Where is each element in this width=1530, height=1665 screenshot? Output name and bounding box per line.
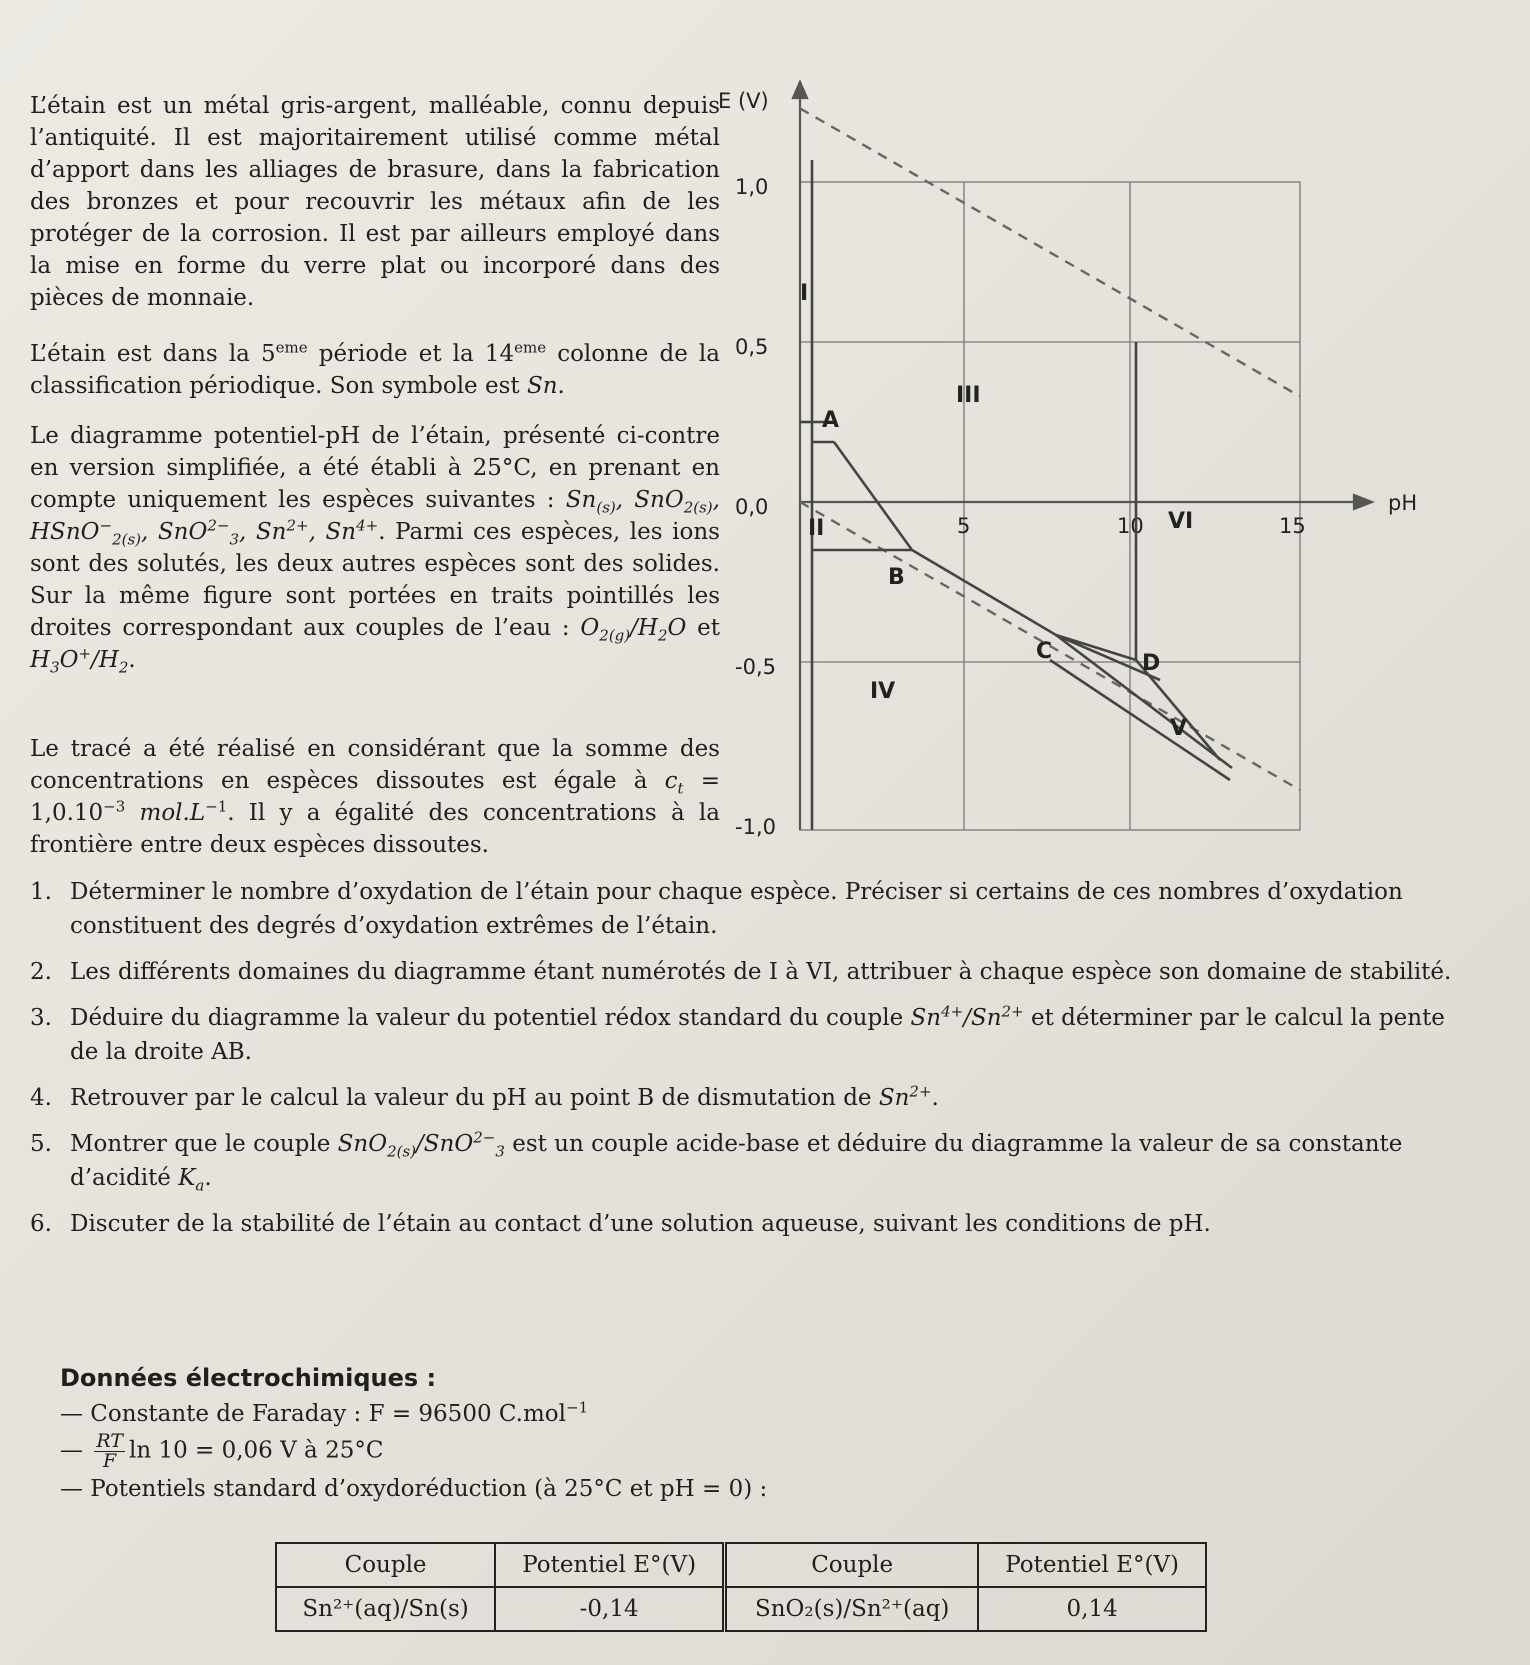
tin-frontiers xyxy=(800,160,1232,830)
question-1: 1. Déterminer le nombre d’oxydation de l’étain pour chaque espèce. Préciser si certains de ces nombres d’oxydation constituent des degrés d’oxydation extrêmes de l’étain. xyxy=(30,879,1403,939)
domain-label-iii: III xyxy=(956,383,981,408)
question-5: 5. Montrer que le couple SnO$_{2(s)}$/SnO$^{2-}_3$ est un couple acide-base et déduire du diagramme la valeur de sa constante d’acidité $K_a$. xyxy=(30,1128,1403,1195)
table-header-row xyxy=(276,1543,1206,1587)
domain-label-i: I xyxy=(800,281,809,306)
point-label-a: A xyxy=(822,408,840,433)
x-tick-10: 10 xyxy=(1117,514,1144,538)
y-tick-0.5: 0,5 xyxy=(735,335,769,359)
x-axis-arrow xyxy=(1354,495,1372,509)
frontier-ab xyxy=(834,442,912,550)
standard-potentials-intro: — Potentiels standard d’oxydoréduction (à 25°C et pH = 0) : xyxy=(60,1476,768,1502)
table-cell: SnO₂(s)/Sn²⁺(aq) xyxy=(725,1587,979,1631)
x-tick-5: 5 xyxy=(957,514,971,538)
point-label-b: B xyxy=(888,565,905,590)
y-tick-0.0: 0,0 xyxy=(735,495,769,519)
standard-potentials-table xyxy=(275,1542,1207,1632)
potential-ph-diagram xyxy=(718,80,1460,860)
table-cell: Sn²⁺(aq)/Sn(s) xyxy=(276,1587,495,1631)
point-label-c: C xyxy=(1036,639,1053,664)
point-label-d: D xyxy=(1142,651,1161,676)
y-tick-1.0: 1,0 xyxy=(735,175,769,199)
table-cell: -0,14 xyxy=(495,1587,725,1631)
diagram-grid xyxy=(800,182,1300,830)
intro-paragraph-1: L’étain est un métal gris-argent, malléable, connu depuis l’antiquité. Il est majoritairement utilisé comme métal d’apport dans les alliages de brasure, dans la fabrication des bronzes et pour recouvrir les métaux afin de les protéger de la corrosion. Il est par ailleurs employé dans la mise en forme du verre plat ou incorporé dans des pièces de monnaie. xyxy=(30,93,720,311)
x-tick-15: 15 xyxy=(1279,514,1306,538)
question-4: 4. Retrouver par le calcul la valeur du pH au point B de dismutation de $Sn^{2+}$. xyxy=(30,1082,939,1111)
table-row xyxy=(276,1587,1206,1631)
question-3: 3. Déduire du diagramme la valeur du potentiel rédox standard du couple $Sn^{4+}/Sn^{2+}$ et déterminer par le calcul la pente de la droite AB. xyxy=(30,1002,1445,1065)
o2-h2o-dashed-line xyxy=(800,108,1300,396)
intro-paragraph-2: L’étain est dans la 5eme période et la 14eme colonne de la classification périodique. Son symbole est Sn. xyxy=(30,338,720,399)
faraday-constant: — Constante de Faraday : F = 96500 C.mol$^{-1}$ xyxy=(60,1398,589,1427)
question-6: 6. Discuter de la stabilité de l’étain au contact d’une solution aqueuse, suivant les conditions de pH. xyxy=(30,1211,1211,1237)
domain-label-vi: VI xyxy=(1168,509,1194,534)
question-2: 2. Les différents domaines du diagramme étant numérotés de I à VI, attribuer à chaque espèce son domaine de stabilité. xyxy=(30,959,1452,985)
table-header-cell: Couple xyxy=(276,1543,495,1587)
y-tick-minus-0.5: -0,5 xyxy=(735,655,776,679)
table-header-cell: Potentiel E°(V) xyxy=(495,1543,725,1587)
table-cell: 0,14 xyxy=(978,1587,1206,1631)
electrochemical-data xyxy=(60,1360,1460,1507)
grid-frame xyxy=(800,182,1300,830)
x-axis-label: pH xyxy=(1388,491,1418,515)
table-header-cell: Couple xyxy=(725,1543,979,1587)
domain-label-v: V xyxy=(1170,716,1188,741)
domain-label-iv: IV xyxy=(870,679,896,704)
domain-label-ii: II xyxy=(808,516,825,541)
y-axis-label: E (V) xyxy=(718,89,769,113)
intro-paragraph-4: Le tracé a été réalisé en considérant que la somme des concentrations en espèces dissoutes est égale à $c_t = 1,0.10^{-3}$ $mol.L^{-1}$. Il y a égalité des concentrations à la frontière entre deux espèces dissoutes. xyxy=(30,736,720,858)
axes xyxy=(793,82,1372,830)
y-tick-minus-1.0: -1,0 xyxy=(735,815,776,839)
questions-list xyxy=(30,875,1480,1253)
frontier-bc xyxy=(912,550,1056,635)
intro-paragraph-3: Le diagramme potentiel-pH de l’étain, présenté ci-contre en version simplifiée, a été établi à 25°C, en prenant en compte uniquement les espèces suivantes : $Sn_{(s)}$, SnO$_{2(s)}$, HSnO−$_{2(s)}$, SnO$^{2-}_3$, $Sn^{2+}$, $Sn^{4+}$. Parmi ces espèces, les ions sont des solutés, les deux autres espèces sont des solides. Sur la même figure sont portées en traits pointillés les droites correspondant aux couples de l’eau : $O_{2(g)}/H_2O$ et $H_3O^+/H_2$. xyxy=(30,423,720,677)
data-title: Données électrochimiques : xyxy=(60,1364,437,1392)
y-axis-arrow xyxy=(793,82,807,98)
rt-over-f: — $\frac{RT}{F}$ ln 10 = 0,06 V à 25°C xyxy=(60,1430,384,1472)
table-header-cell: Potentiel E°(V) xyxy=(978,1543,1206,1587)
frontier-iv-v xyxy=(1050,660,1230,780)
